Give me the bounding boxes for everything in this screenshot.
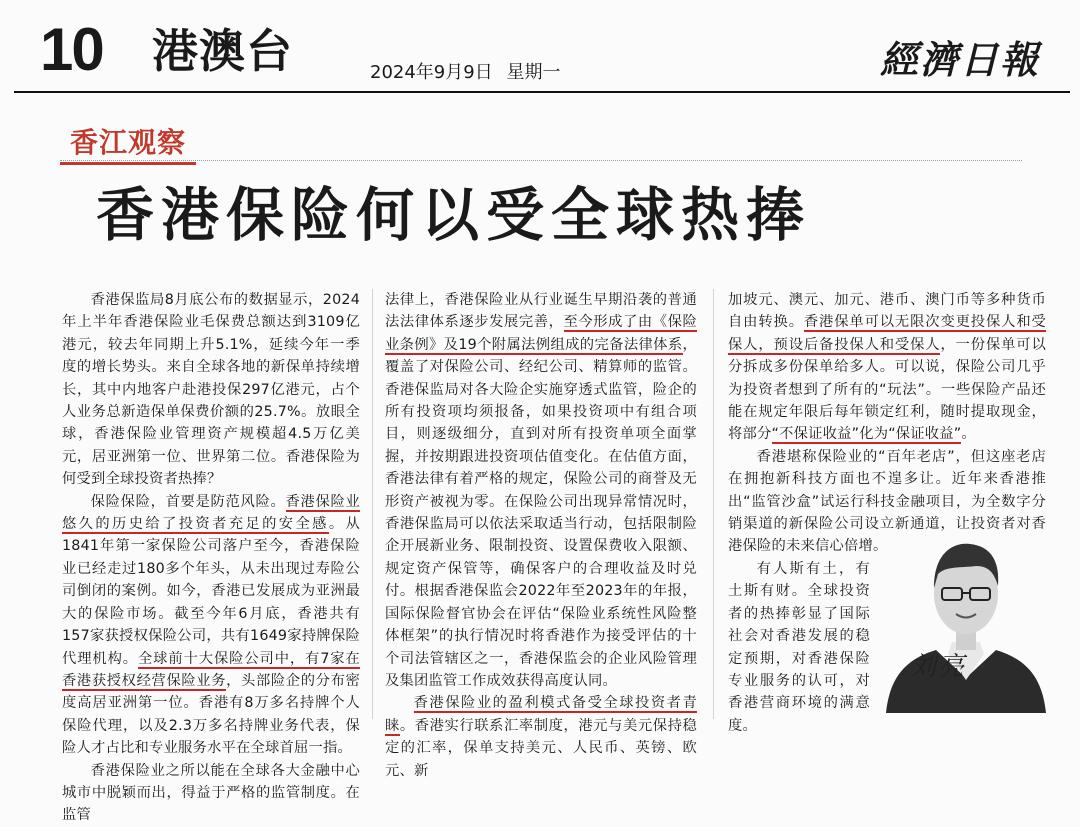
page-number: 10 <box>40 16 103 83</box>
text-run: ，头部险企的分布密度高居亚洲第一位。香港有8万多名持牌个人保险代理，以及2.3万多名持牌业务代表，保险人才占比和专业服务水平在全球首屈一指。 <box>62 672 360 757</box>
article-headline: 香港保险何以受全球热捧 <box>96 181 812 249</box>
paragraph: 香港堪称保险业的“百年老店”，但这座老店在拥抱新科技方面也不遑多让。近年来香港推出“监管沙盒”试运行科技金融项目，为全数字分销渠道的新保险公司设立新通道，让投资者对香港保险的未来信心倍增。 <box>728 448 1046 555</box>
paragraph <box>728 289 1046 446</box>
text-run: ，一份保单可以分拆成多份保单给多人。可以说，保险公司几乎为投资者想到了所有的“玩法”。一些保险产品还能在规定年限后每年锁定红利，随时提取现金，将部分 <box>728 336 1046 443</box>
author-portrait-icon <box>884 508 1048 713</box>
date-text: 2024年9月9日 <box>370 62 493 83</box>
kicker-divider <box>60 160 1022 161</box>
text-run: 法律上，香港保险业从行业诞生早期沿袭的普通法法律体系逐步发展完善， <box>385 292 697 331</box>
paragraph <box>62 491 360 760</box>
highlighted-sentence: 香港保险业悠久的历史给了投资者充足的安全感 <box>62 493 361 533</box>
weekday-text: 星期一 <box>506 62 561 83</box>
highlighted-sentence: 至今形成了由《保险业条例》及19个附属法例组成的完备法律体系 <box>385 314 697 353</box>
author-signature: 刘亮 <box>910 652 967 682</box>
paragraph: 有人斯有土，有土斯有财。全球投资者的热捧彰显了国际社会对香港发展的稳定预期，对香港保险专业服务的认可，对香港营商环境的满意度。 <box>728 560 870 734</box>
header-rule <box>14 91 1070 93</box>
text-run: 保险保险，首要是防范风险。 <box>90 493 286 510</box>
masthead-logo: 經濟日報 <box>879 37 1040 82</box>
text-run: ，覆盖了对保险公司、经纪公司、精算师的监管。香港保监局对各大险企实施穿透式监管，险企的所有投资项均须报备，如果投资项中有组合项目，则逐级细分，直到对所有投资单项全面掌握，并按期跟进投资项估值变化。在估值方面，香港法律有着严格的规定，保险公司的商誉及无形资产被视为零。在保险公司出现异常情况时，香港保监局可以依法采取适当行动，包括限制险企开展新业务、限制投资、设置保费收入限额、规定资产保管等，确保客户的合理收益及时兑付。根据香港保监会2022年至2023年的年报，国际保险督官协会在评估“保险业系统性风险整体框架”的执行情况时将香港作为接受评估的十个司法管辖区之一，香港保监会的企业风险管理及集团监管工作成效获得高度认同。 <box>385 336 697 689</box>
highlighted-sentence: “不保证收益”化为“保证收益” <box>771 426 962 443</box>
highlighted-sentence: 香港保险业的盈利模式备受全球投资者青睐 <box>385 695 697 734</box>
paragraph: 香港保险业之所以能在全球各大金融中心城市中脱颖而出，得益于严格的监管制度。在监管 <box>62 762 360 824</box>
text-run: 。 <box>961 426 976 443</box>
page-header <box>0 0 1080 92</box>
column-divider <box>713 289 714 719</box>
article-column-2 <box>385 289 697 779</box>
issue-date <box>370 62 560 84</box>
narrow-text-block <box>728 558 870 737</box>
kicker-label: 香江观察 <box>60 124 196 165</box>
column-kicker <box>60 124 196 165</box>
highlighted-sentence: 香港保单可以无限次变更投保人和受保人，预设后备投保人和受保人 <box>728 314 1046 353</box>
text-run: 。香港实行联系汇率制度，港元与美元保持稳定的汇率，保单支持美元、人民币、英镑、欧元、新 <box>385 717 697 779</box>
section-name: 港澳台 <box>152 24 293 78</box>
paragraph: 香港保监局8月底公布的数据显示，2024年上半年香港保险业毛保费总额达到3109亿港元，较去年同期上升5.1%，延续今年一季度的增长势头。来自全球各地的新保单持续增长，其中内地客户赴港投保297亿港元，占个人业务总新造保单保费价额的25.7%。放眼全球，香港保险业管理资产规模超4.5万亿美元，居亚洲第一位、世界第二位。香港保险为何受到全球投资者热捧？ <box>62 292 360 488</box>
highlighted-sentence: 全球前十大保险公司中，有7家在香港获授权经营保险业务 <box>62 650 360 689</box>
column-divider <box>372 289 373 719</box>
text-run: 加坡元、澳元、加元、港币、澳门币等多种货币自由转换。 <box>728 292 1046 331</box>
paragraph <box>385 692 697 782</box>
article-column-1 <box>62 289 361 824</box>
text-run: 。从1841年第一家保险公司落户至今，香港保险业已经走过180多个年头，从未出现过寿险公司倒闭的案例。如今，香港已发展成为亚洲最大的保险市场。截至今年6月底，香港共有157家获授权保险公司，共有1649家持牌保险代理机构。 <box>62 516 361 667</box>
paragraph <box>385 289 697 692</box>
